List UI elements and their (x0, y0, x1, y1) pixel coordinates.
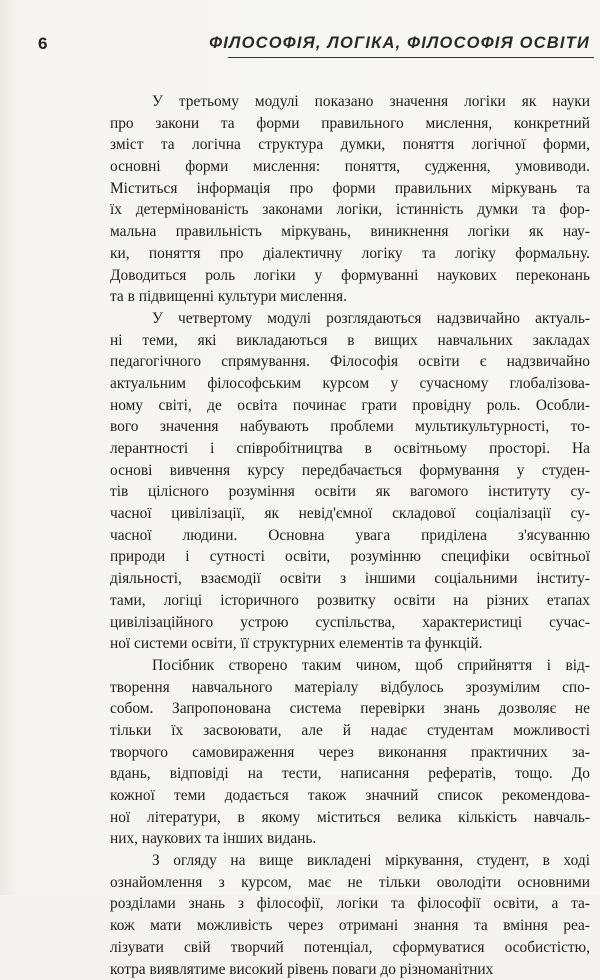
text-line: часної людини. Основна увага приділена з'ясуванню (110, 525, 590, 547)
text-line: розділами знань з філософії, логіки та філософії освіти, а та- (110, 893, 590, 915)
text-line: природи і сутності освіти, розумінню специфіки освітньої (110, 546, 590, 568)
paragraph (110, 308, 590, 655)
running-title: ФІЛОСОФІЯ, ЛОГІКА, ФІЛОСОФІЯ ОСВІТИ (209, 34, 590, 53)
text-line: їх детермінованість законами логіки, істинність думки та фор- (110, 199, 590, 221)
text-line: У четвертому модулі розглядаються надзвичайно актуаль- (110, 308, 590, 330)
text-line: Доводиться роль логіки у формуванні наукових переконань (110, 265, 590, 287)
text-line: про закони та форми правильного мислення, конкретний (110, 113, 590, 135)
text-line: зміст та логічна структура думки, поняття логічної форми, (110, 134, 590, 156)
text-line: основі вивчення курсу передбачається формування у студен- (110, 460, 590, 482)
paragraph (110, 655, 590, 850)
page-header (38, 30, 594, 58)
text-line: та в підвищенні культури мислення. (110, 286, 590, 308)
text-line: часної цивілізації, як невід'ємної складової соціалізації су- (110, 503, 590, 525)
paragraph (110, 850, 590, 980)
text-line: кожної теми додається також значний список рекомендова- (110, 785, 590, 807)
text-line: основні форми мислення: поняття, судження, умовиводи. (110, 156, 590, 178)
text-line: ознайомлення з курсом, має не тільки оволодіти основними (110, 872, 590, 894)
text-line: лізувати свій творчий потенціал, сформуватися особистістю, (110, 937, 590, 959)
text-line: Посібник створено таким чином, щоб сприйняття і від- (110, 655, 590, 677)
text-line: мальна правильність міркувань, виникнення логіки як нау- (110, 221, 590, 243)
text-line: З огляду на вище викладені міркування, студент, в ході (110, 850, 590, 872)
text-line: тами, логіці історичного розвитку освіти на різних етапах (110, 590, 590, 612)
text-line: ної системи освіти, її структурних елементів та функцій. (110, 633, 590, 655)
text-line: ної літератури, в якому міститься велика кількість навчаль- (110, 807, 590, 829)
text-line: ки, поняття про діалектичну логіку та логіку формальну. (110, 243, 590, 265)
text-line: лерантності і співробітництва в освітньому просторі. На (110, 438, 590, 460)
text-line: вдань, відповіді на тести, написання рефератів, тощо. До (110, 763, 590, 785)
text-line: тів цілісного розуміння освіти як вагомого інституту су- (110, 481, 590, 503)
paragraph (110, 91, 590, 308)
text-line: собом. Запропонована система перевірки знань дозволяє не (110, 698, 590, 720)
text-line: кож мати можливість через отримані знання та вміння реа- (110, 915, 590, 937)
text-line: ні теми, які викладаються в вищих навчальних закладах (110, 330, 590, 352)
text-line: тільки їх засвоювати, але й надає студентам можливості (110, 720, 590, 742)
text-line: Міститься інформація про форми правильних міркувань та (110, 178, 590, 200)
text-line: цивілізаційного устрою суспільства, характеристиці сучас- (110, 612, 590, 634)
body-text (110, 91, 590, 980)
text-line: актуальним філософським курсом у сучасному глобалізова- (110, 373, 590, 395)
text-line: них, наукових та інших видань. (110, 828, 590, 850)
text-line: У третьому модулі показано значення логіки як науки (110, 91, 590, 113)
text-line: вого значення набувають проблеми мультикультурності, то- (110, 416, 590, 438)
text-line: діяльності, взаємодії освіти з іншими соціальними інститу- (110, 568, 590, 590)
header-rule (228, 57, 594, 58)
text-line: творення навчального матеріалу відбулось зрозумілим спо- (110, 677, 590, 699)
page-number: 6 (38, 34, 47, 54)
text-line: ному світі, де освіта починає грати провідну роль. Особли- (110, 395, 590, 417)
text-line: котра виявлятиме високий рівень поваги до різноманітних (110, 959, 590, 980)
text-line: педагогічного спрямування. Філософія освіти є надзвичайно (110, 351, 590, 373)
text-line: творчого самовираження через виконання практичних за- (110, 742, 590, 764)
